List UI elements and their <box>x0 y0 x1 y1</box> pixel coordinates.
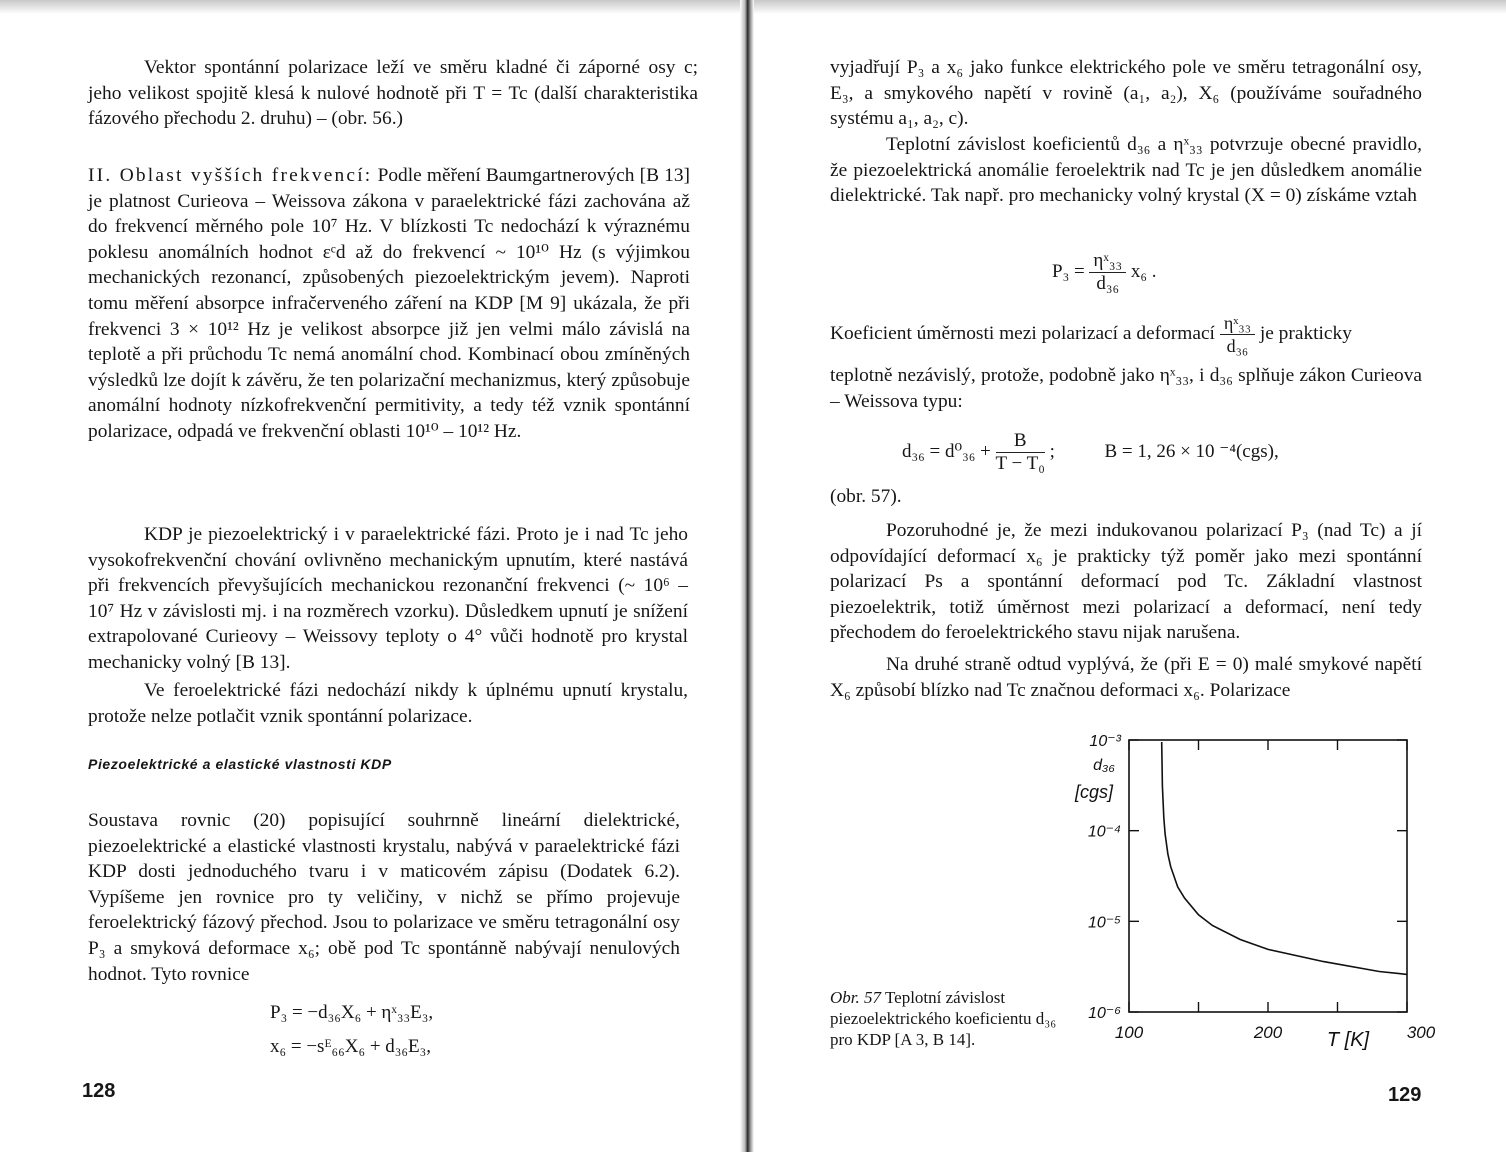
eq3-numerator: ηˣ₃₃ <box>1089 250 1126 273</box>
chart-ticks <box>1129 740 1407 1012</box>
eq3-rhs: x₆ . <box>1130 260 1157 282</box>
equation-1: P₃ = −d₃₆X₆ + ηˣ₃₃E₃, <box>270 1002 434 1023</box>
eq4-lhs: d₃₆ = d⁰₃₆ + <box>902 440 991 462</box>
para2-heading: II. Oblast vyšších frekvencí: <box>88 165 373 186</box>
eq4-denominator: T − T₀ <box>995 453 1045 474</box>
x-tick-label: 200 <box>1253 1023 1283 1042</box>
eq4-b: B = 1, 26 × 10 ⁻⁴(cgs), <box>1104 440 1279 462</box>
x-axis-label: T [K] <box>1326 1029 1370 1051</box>
eq3-denominator: d₃₆ <box>1096 273 1120 294</box>
para2-text: Podle měření Baumgartnerových [B 13] je platnost Curieova – Weissova zákona v paraelektrické fázi zachována až do frekvencí měrného pole 10⁷ Hz. V blízkosti Tc nedochází k výraznému poklesu anomálních hodnot εᶜd až do frekvencí ~ 10¹⁰ Hz (s výjimkou mechanických rezonancí, způsobených piezoelektrickým jevem). Naproti tomu měření absorpce infračerveného záření na KDP [M 9] ukázala, že při frekvenci 3 × 10¹² Hz je velikost absorpce již jen velmi málo závislá na teplotě a při průchodu Tc nemá anomální chod. Kombinací obou zmíněných výsledků lze dojít k závěru, že ten polarizační mechanizmus, který způsobuje anomální hodnoty nízkofrekvenční permitivity, a tedy též vznik spontánní polarizace, odpadá ve frekvenční oblasti 10¹⁰ – 10¹² Hz. <box>88 165 691 442</box>
left-para-5: Soustava rovnic (20) popisující souhrnně lineární dielektrické, piezoelektrické a elastické vlastnosti krystalu, nabývá v paraelektrické fázi KDP dosti jednoduchého tvaru i v maticovém zápisu (Dodatek 6.2). Vypíšeme jen rovnice pro ty veličiny, v nichž se přímo projevuje feroelektrický fázový přechod. Jsou to polarizace ve směru tetragonální osy P₃ a smyková deformace x₆; obě pod Tc spontánně nabývají nenulových hodnot. Tyto rovnice <box>88 810 680 985</box>
eq3-lhs: P₃ = <box>1052 260 1085 282</box>
caption-text: Teplotní závislost piezoelektrického koeficientu d₃₆ pro KDP [A 3, B 14]. <box>830 988 1057 1049</box>
eq4-numerator: B <box>996 430 1045 453</box>
right-para-2: Teplotní závislost koeficientů d₃₆ a ηˣ₃₃ potvrzuje obecné pravidlo, že piezoelektrická anomálie feroelektrik nad Tc je jen důsledkem anomálie dielektrické. Tak např. pro mechanicky volný krystal (X = 0) získáme vztah <box>830 134 1422 207</box>
y-tick-label: 10⁻⁵ <box>1088 914 1121 932</box>
y-axis-symbol: d₃₆ <box>1093 757 1115 774</box>
right-para-3-cont: teplotně nezávislý, protože, podobně jako ηˣ₃₃, i d₃₆ splňuje zákon Curieova – Weissova typu: <box>830 365 1422 412</box>
series-d36-line <box>1162 742 1407 974</box>
left-page-number: 128 <box>82 1080 116 1102</box>
y-tick-label: 10⁻⁶ <box>1088 1005 1121 1022</box>
eq4-rhs: ; <box>1049 440 1055 462</box>
left-para-1: Vektor spontánní polarizace leží ve směru kladné či záporné osy c; jeho velikost spojitě klesá k nulové hodnotě při T = Tc (další charakteristika fázového přechodu 2. druhu) – (obr. 56.) <box>88 57 698 130</box>
right-para-3-ref: (obr. 57). <box>830 486 902 507</box>
y-axis-unit: [cgs] <box>1074 782 1114 802</box>
para3b: je prakticky <box>1259 322 1352 344</box>
right-para-1: vyjadřují P₃ a x₆ jako funkce elektrického pole ve směru tetragonální osy, E₃, a smykového napětí v rovině (a₁, a₂), X₆ (používáme souřadného systému a₁, a₂, c). <box>830 57 1422 130</box>
right-para-5: Na druhé straně odtud vyplývá, že (při E = 0) malé smykové napětí X₆ způsobí blízko nad Tc značnou deformaci x₆. Polarizace <box>830 654 1422 701</box>
x-tick-label: 300 <box>1406 1023 1436 1042</box>
caption-label: Obr. 57 <box>830 988 882 1007</box>
section-heading: Piezoelektrické a elastické vlastnosti KDP <box>88 756 392 772</box>
x-tick-label: 100 <box>1114 1023 1144 1042</box>
right-page-number: 129 <box>1388 1084 1422 1106</box>
y-tick-label: 10⁻³ <box>1089 733 1121 750</box>
right-para-4: Pozoruhodné je, že mezi indukovanou polarizací P₃ (nad Tc) a jí odpovídající deformací x₆ je prakticky týž poměr jako mezi spontánní polarizací Ps a spontánní deformací pod Tc. Základní vlastnost piezoelektrik, totiž úměrnost mezi polarizací a deformací, není tedy přechodem do feroelektrického stavu nijak narušena. <box>830 520 1422 644</box>
chart-frame <box>1129 740 1407 1012</box>
equation-2: x₆ = −sᴱ₆₆X₆ + d₃₆E₃, <box>270 1036 432 1057</box>
left-para-4: Ve feroelektrické fázi nedochází nikdy k úplnému upnutí krystalu, protože nelze potlačit vznik spontánní polarizace. <box>88 680 688 727</box>
y-tick-label: 10⁻⁴ <box>1087 823 1121 841</box>
para3a: Koeficient úměrnosti mezi polarizací a deformací <box>830 322 1215 344</box>
para3-frac-denominator: d₃₆ <box>1226 336 1249 356</box>
para3-frac-numerator: ηˣ₃₃ <box>1220 312 1255 335</box>
left-para-3: KDP je piezoelektrický i v paraelektrické fázi. Proto je i nad Tc jeho vysokofrekvenční chování ovlivněno mechanickým upnutím, které nastává při frekvencích převyšujících mechanickou rezonanční frekvenci (~ 10⁶ – 10⁷ Hz v závislosti mj. i na rozměrech vzorku). Důsledkem upnutí je snížení extrapolované Curieovy – Weissovy teploty o 4° vůči hodnotě pro krystal mechanicky volný [B 13]. <box>88 524 688 673</box>
